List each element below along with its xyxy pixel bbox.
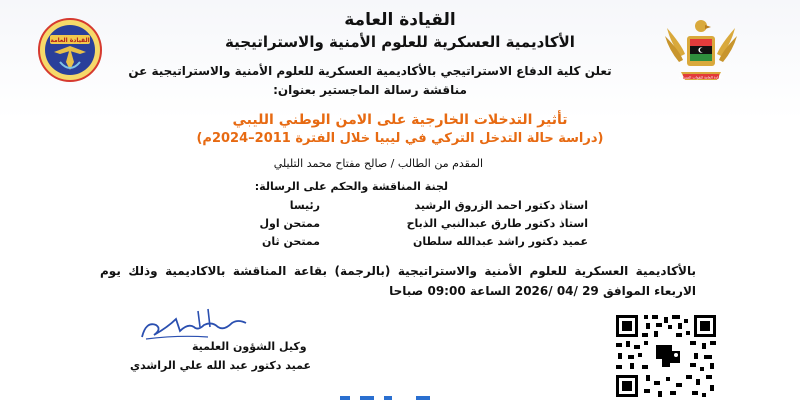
handwritten-signature xyxy=(138,297,250,343)
committee-member-role: رئيسا xyxy=(289,199,320,212)
qr-code[interactable] xyxy=(606,311,722,400)
student-name: المقدم من الطالب / صالح مفتاح محمد التليلي xyxy=(273,157,483,170)
committee-member-name: استاذ دكتور طارق عبدالنبي الذباح xyxy=(406,217,588,230)
signatory-title: وكيل الشؤون العلمية xyxy=(192,340,307,353)
thesis-subtitle: (دراسة حالة التدخل التركي في ليبيا خلال الفترة 2011–2024م) xyxy=(196,131,604,146)
general-command-heading: القيادة العامة xyxy=(344,10,456,30)
signatory-name: عميد دكتور عبد الله علي الراشدي xyxy=(130,359,311,372)
thesis-title: تأثير التدخلات الخارجية على الامن الوطني الليبي xyxy=(232,112,568,128)
committee-member-name: عميد دكتور راشد عبدالله سلطان xyxy=(412,235,588,248)
announcement-text: تعلن كلية الدفاع الاستراتيجي بالأكاديمية العسكرية للعلوم الأمنية والاستراتيجية عن مناقشة رسالة الماجستير بعنوان: xyxy=(128,64,612,97)
committee-member-role: ممتحن اول xyxy=(259,217,320,230)
academy-heading: الأكاديمية العسكرية للعلوم الأمنية والاستراتيجية xyxy=(225,33,575,51)
committee-heading: لجنة المناقشة والحكم على الرسالة: xyxy=(254,180,448,193)
emblem-ribbon-label: القيادة العامة للقوات المسلحة xyxy=(678,75,724,80)
badge-label: القيادة العامة xyxy=(50,37,90,44)
venue-and-date-text: بالأكاديمية العسكرية للعلوم الأمنية والاستراتيجية (بالرجمة) بقاعة المناقشة بالاكاديمية وذلك يوم الاربعاء الموافق 29 /04 /2026 الساعة 09:00 صباحا xyxy=(100,264,696,298)
bottom-decoration xyxy=(320,394,480,400)
committee-member-name: استاذ دكتور احمد الزروق الرشيد xyxy=(414,199,588,212)
committee-member-role: ممتحن ثان xyxy=(262,235,320,248)
